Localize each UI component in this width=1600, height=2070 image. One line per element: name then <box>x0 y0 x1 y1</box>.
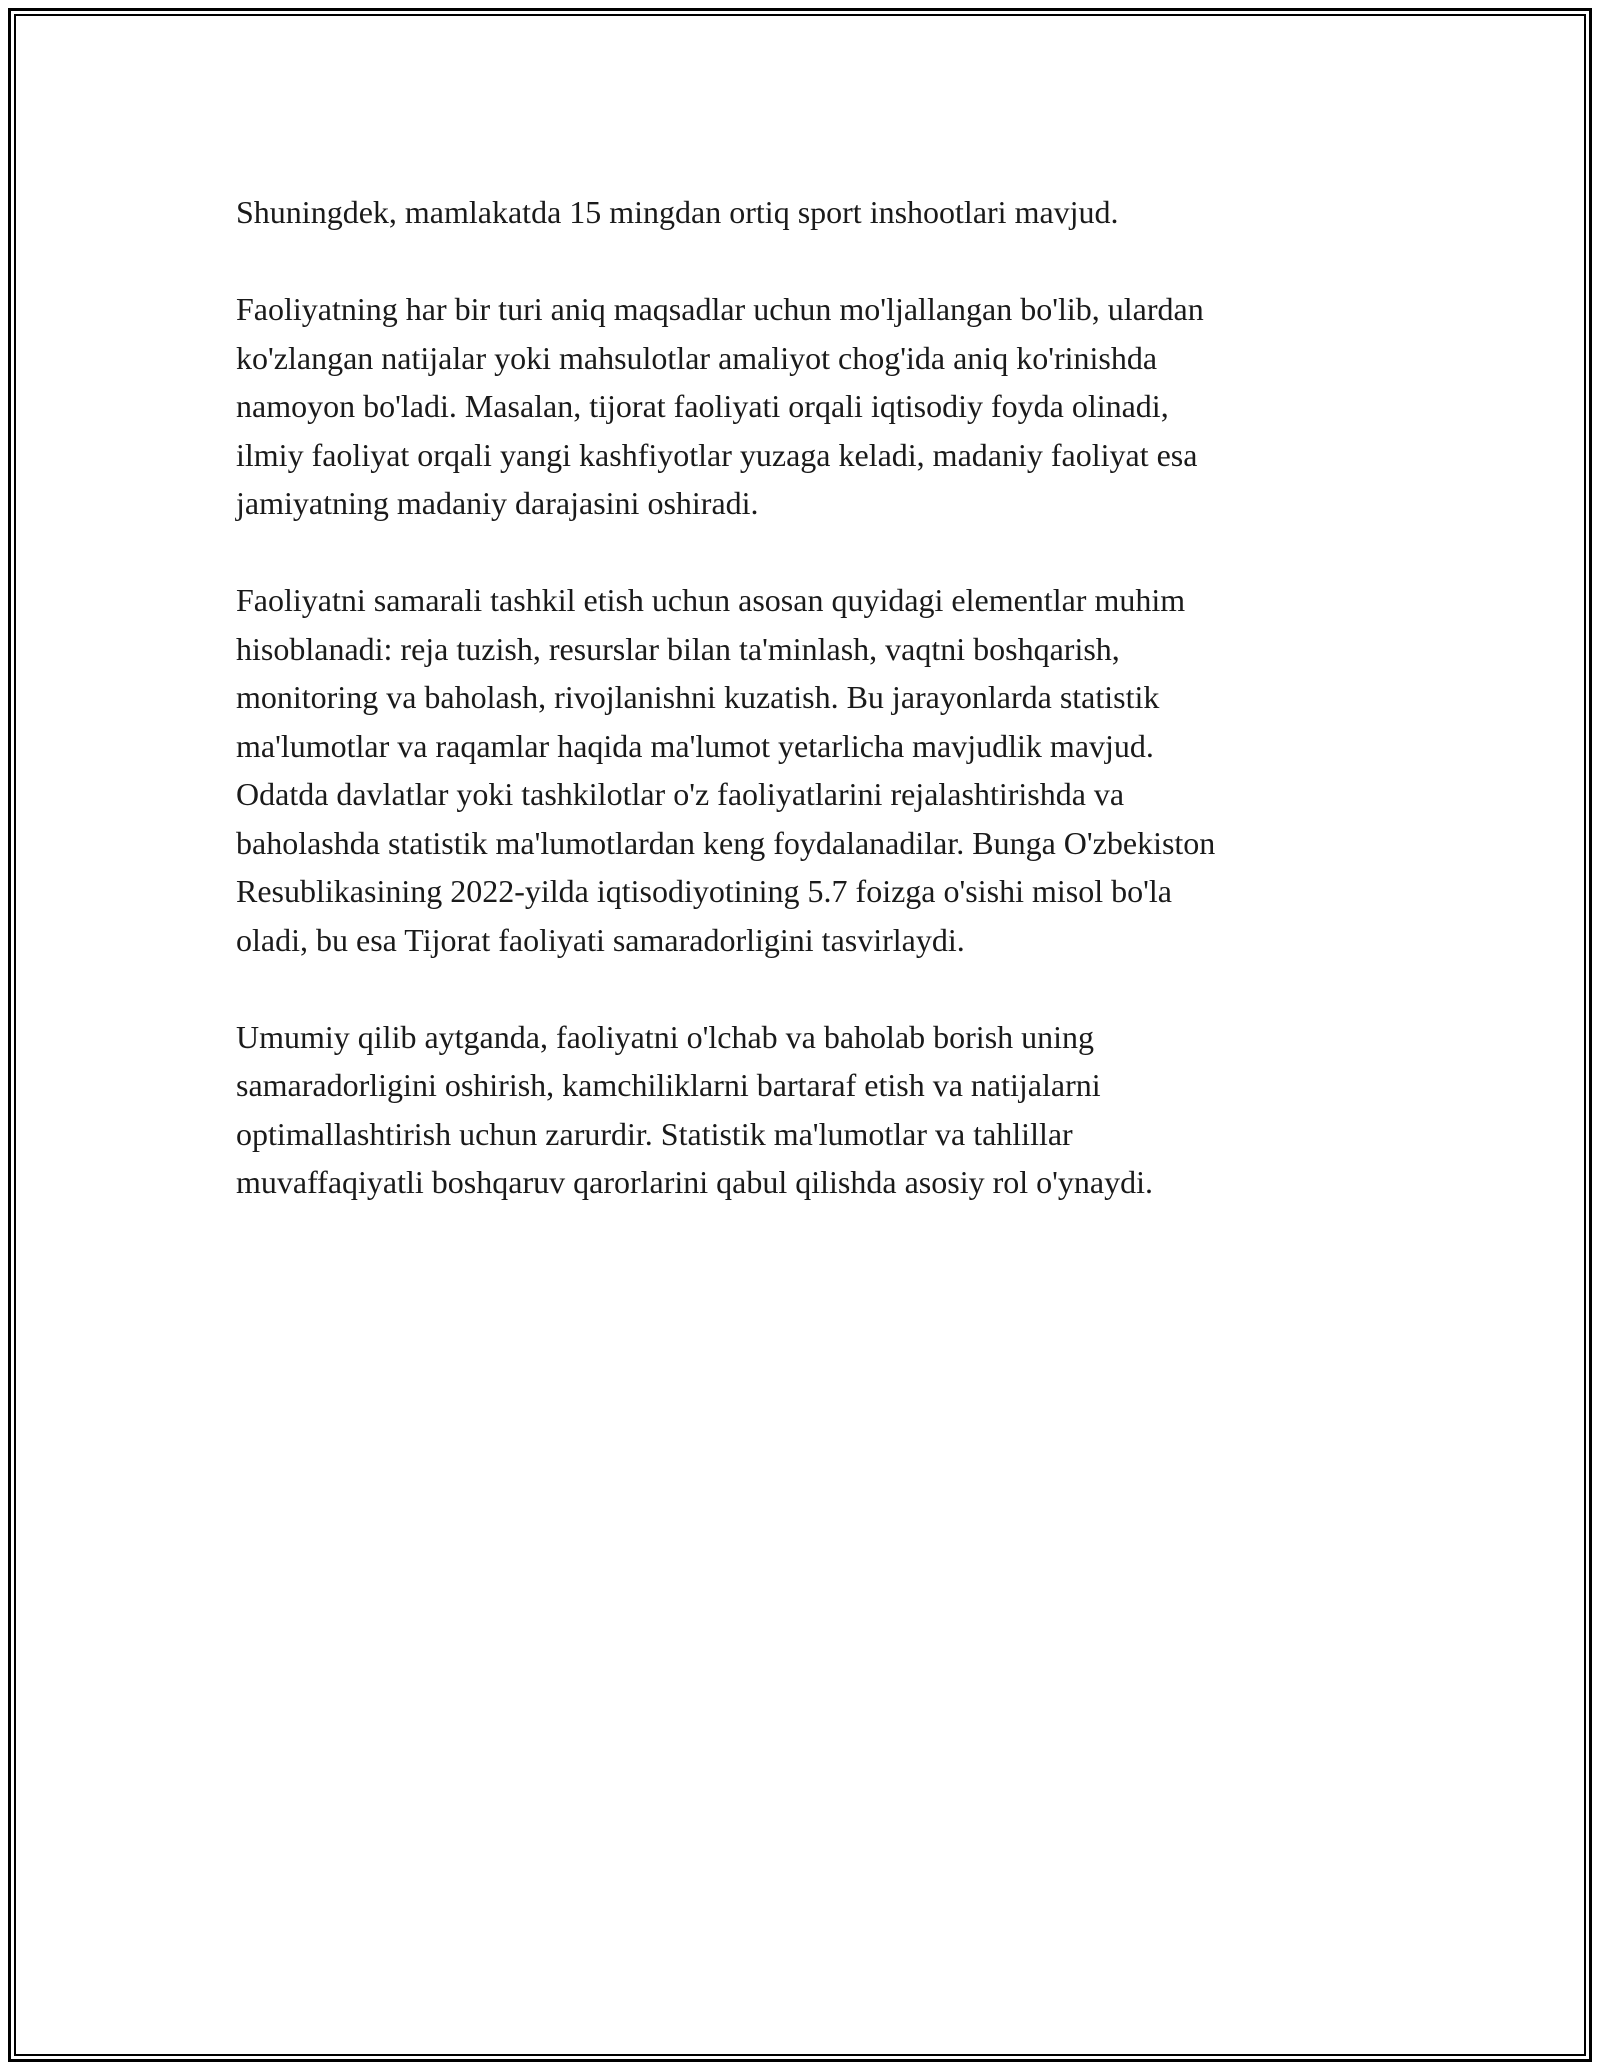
text-line: ko'zlangan natijalar yoki mahsulotlar amaliyot chog'ida aniq ko'rinishda <box>236 339 1158 376</box>
text-line: hisoblanadi: reja tuzish, resurslar bilan ta'minlash, vaqtni boshqarish, <box>236 630 1120 667</box>
text-line: baholashda statistik ma'lumotlardan keng foydalanadilar. Bunga O'zbekiston <box>236 824 1216 861</box>
paragraph-2 <box>236 285 1386 528</box>
text-line: ma'lumotlar va raqamlar haqida ma'lumot yetarlicha mavjudlik mavjud. <box>236 727 1154 764</box>
text-line: jamiyatning madaniy darajasini oshiradi. <box>236 485 759 521</box>
paragraph-4 <box>236 1013 1386 1207</box>
text-line: namoyon bo'ladi. Masalan, tijorat faoliyati orqali iqtisodiy foyda olinadi, <box>236 388 1169 424</box>
document-body <box>236 188 1386 1255</box>
text-line: monitoring va baholash, rivojlanishni kuzatish. Bu jarayonlarda statistik <box>236 679 1160 715</box>
text-line: ilmiy faoliyat orqali yangi kashfiyotlar yuzaga keladi, madaniy faoliyat esa <box>236 436 1198 473</box>
text-line: oladi, bu esa Tijorat faoliyati samaradorligini tasvirlaydi. <box>236 921 965 958</box>
text-line: Odatda davlatlar yoki tashkilotlar o'z faoliyatlarini rejalashtirishda va <box>236 776 1125 812</box>
text-line: Faoliyatning har bir turi aniq maqsadlar uchun mo'ljallangan bo'lib, ulardan <box>236 291 1204 327</box>
text-line: Faoliyatni samarali tashkil etish uchun asosan quyidagi elementlar muhim <box>236 582 1186 618</box>
text-line: samaradorligini oshirish, kamchiliklarni bartaraf etish va natijalarni <box>236 1067 1101 1103</box>
text-line: Shuningdek, mamlakatda 15 mingdan ortiq sport inshootlari mavjud. <box>236 194 1119 230</box>
text-line: Resublikasining 2022-yilda iqtisodiyotining 5.7 foizga o'sishi misol bo'la <box>236 873 1172 909</box>
paragraph-1 <box>236 188 1386 237</box>
text-line: muvaffaqiyatli boshqaruv qarorlarini qabul qilishda asosiy rol o'ynaydi. <box>236 1164 1153 1200</box>
text-line: optimallashtirish uchun zarurdir. Statistik ma'lumotlar va tahlillar <box>236 1115 1073 1152</box>
paragraph-3 <box>236 576 1386 964</box>
text-line: Umumiy qilib aytganda, faoliyatni o'lchab va baholab borish uning <box>236 1018 1095 1055</box>
